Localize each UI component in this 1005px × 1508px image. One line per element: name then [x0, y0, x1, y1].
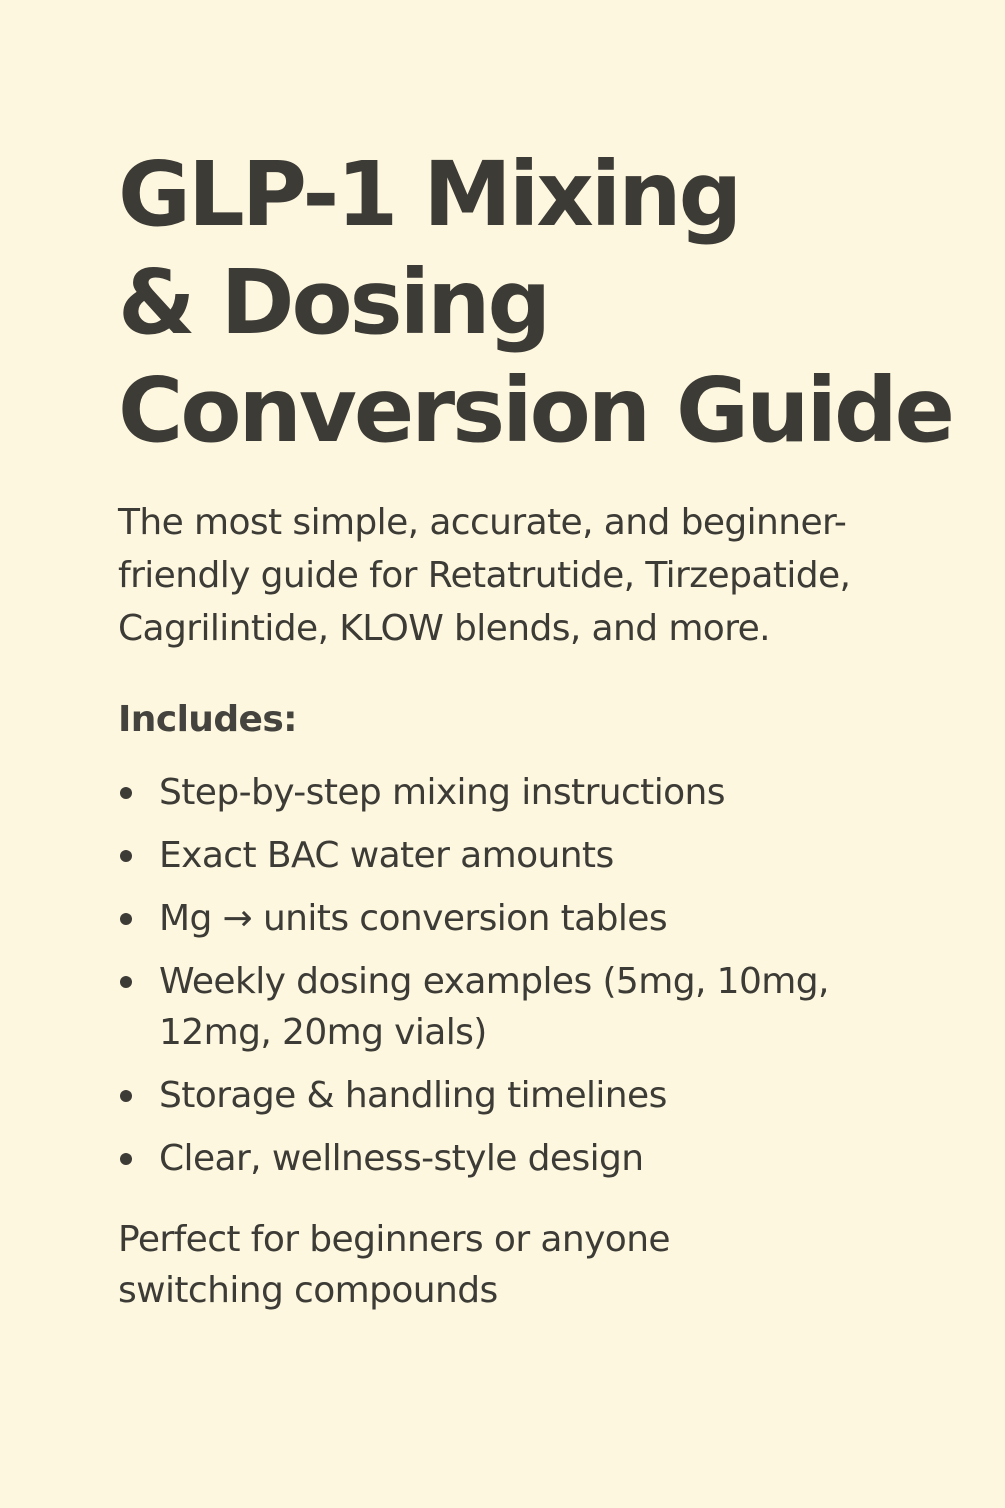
bullet-icon — [120, 976, 132, 988]
bullet-icon — [120, 850, 132, 862]
bullet-icon — [120, 1090, 132, 1102]
list-item — [118, 767, 919, 818]
list-item — [118, 893, 919, 944]
bullet-icon — [120, 787, 132, 799]
list-item — [118, 956, 919, 1058]
list-item-text: Weekly dosing examples (5mg, 10mg, 12mg, 20mg vials) — [159, 961, 829, 1053]
feature-list — [118, 767, 965, 1184]
list-item — [118, 830, 919, 881]
list-item-text: Clear, wellness-style design — [159, 1138, 644, 1179]
page-title — [118, 140, 965, 464]
bullet-icon — [120, 1153, 132, 1165]
intro-paragraph: The most simple, accurate, and beginner-friendly guide for Retatrutide, Tirzepatide, Cagrilintide, KLOW blends, and more. — [118, 502, 851, 649]
closing-text: Perfect for beginners or anyone switching compounds — [118, 1219, 670, 1311]
list-item — [118, 1133, 919, 1184]
bullet-icon — [120, 913, 132, 925]
title-line-3: Conversion Guide — [118, 358, 953, 462]
includes-heading: Includes: — [118, 699, 297, 740]
list-item-text: Mg → units conversion tables — [159, 898, 667, 939]
list-item-text: Storage & handling timelines — [159, 1075, 667, 1116]
title-line-2: & Dosing — [118, 250, 549, 354]
list-item-text: Exact BAC water amounts — [159, 835, 614, 876]
list-item-text: Step-by-step mixing instructions — [159, 772, 725, 813]
title-line-1: GLP-1 Mixing — [118, 142, 740, 246]
list-item — [118, 1070, 919, 1121]
